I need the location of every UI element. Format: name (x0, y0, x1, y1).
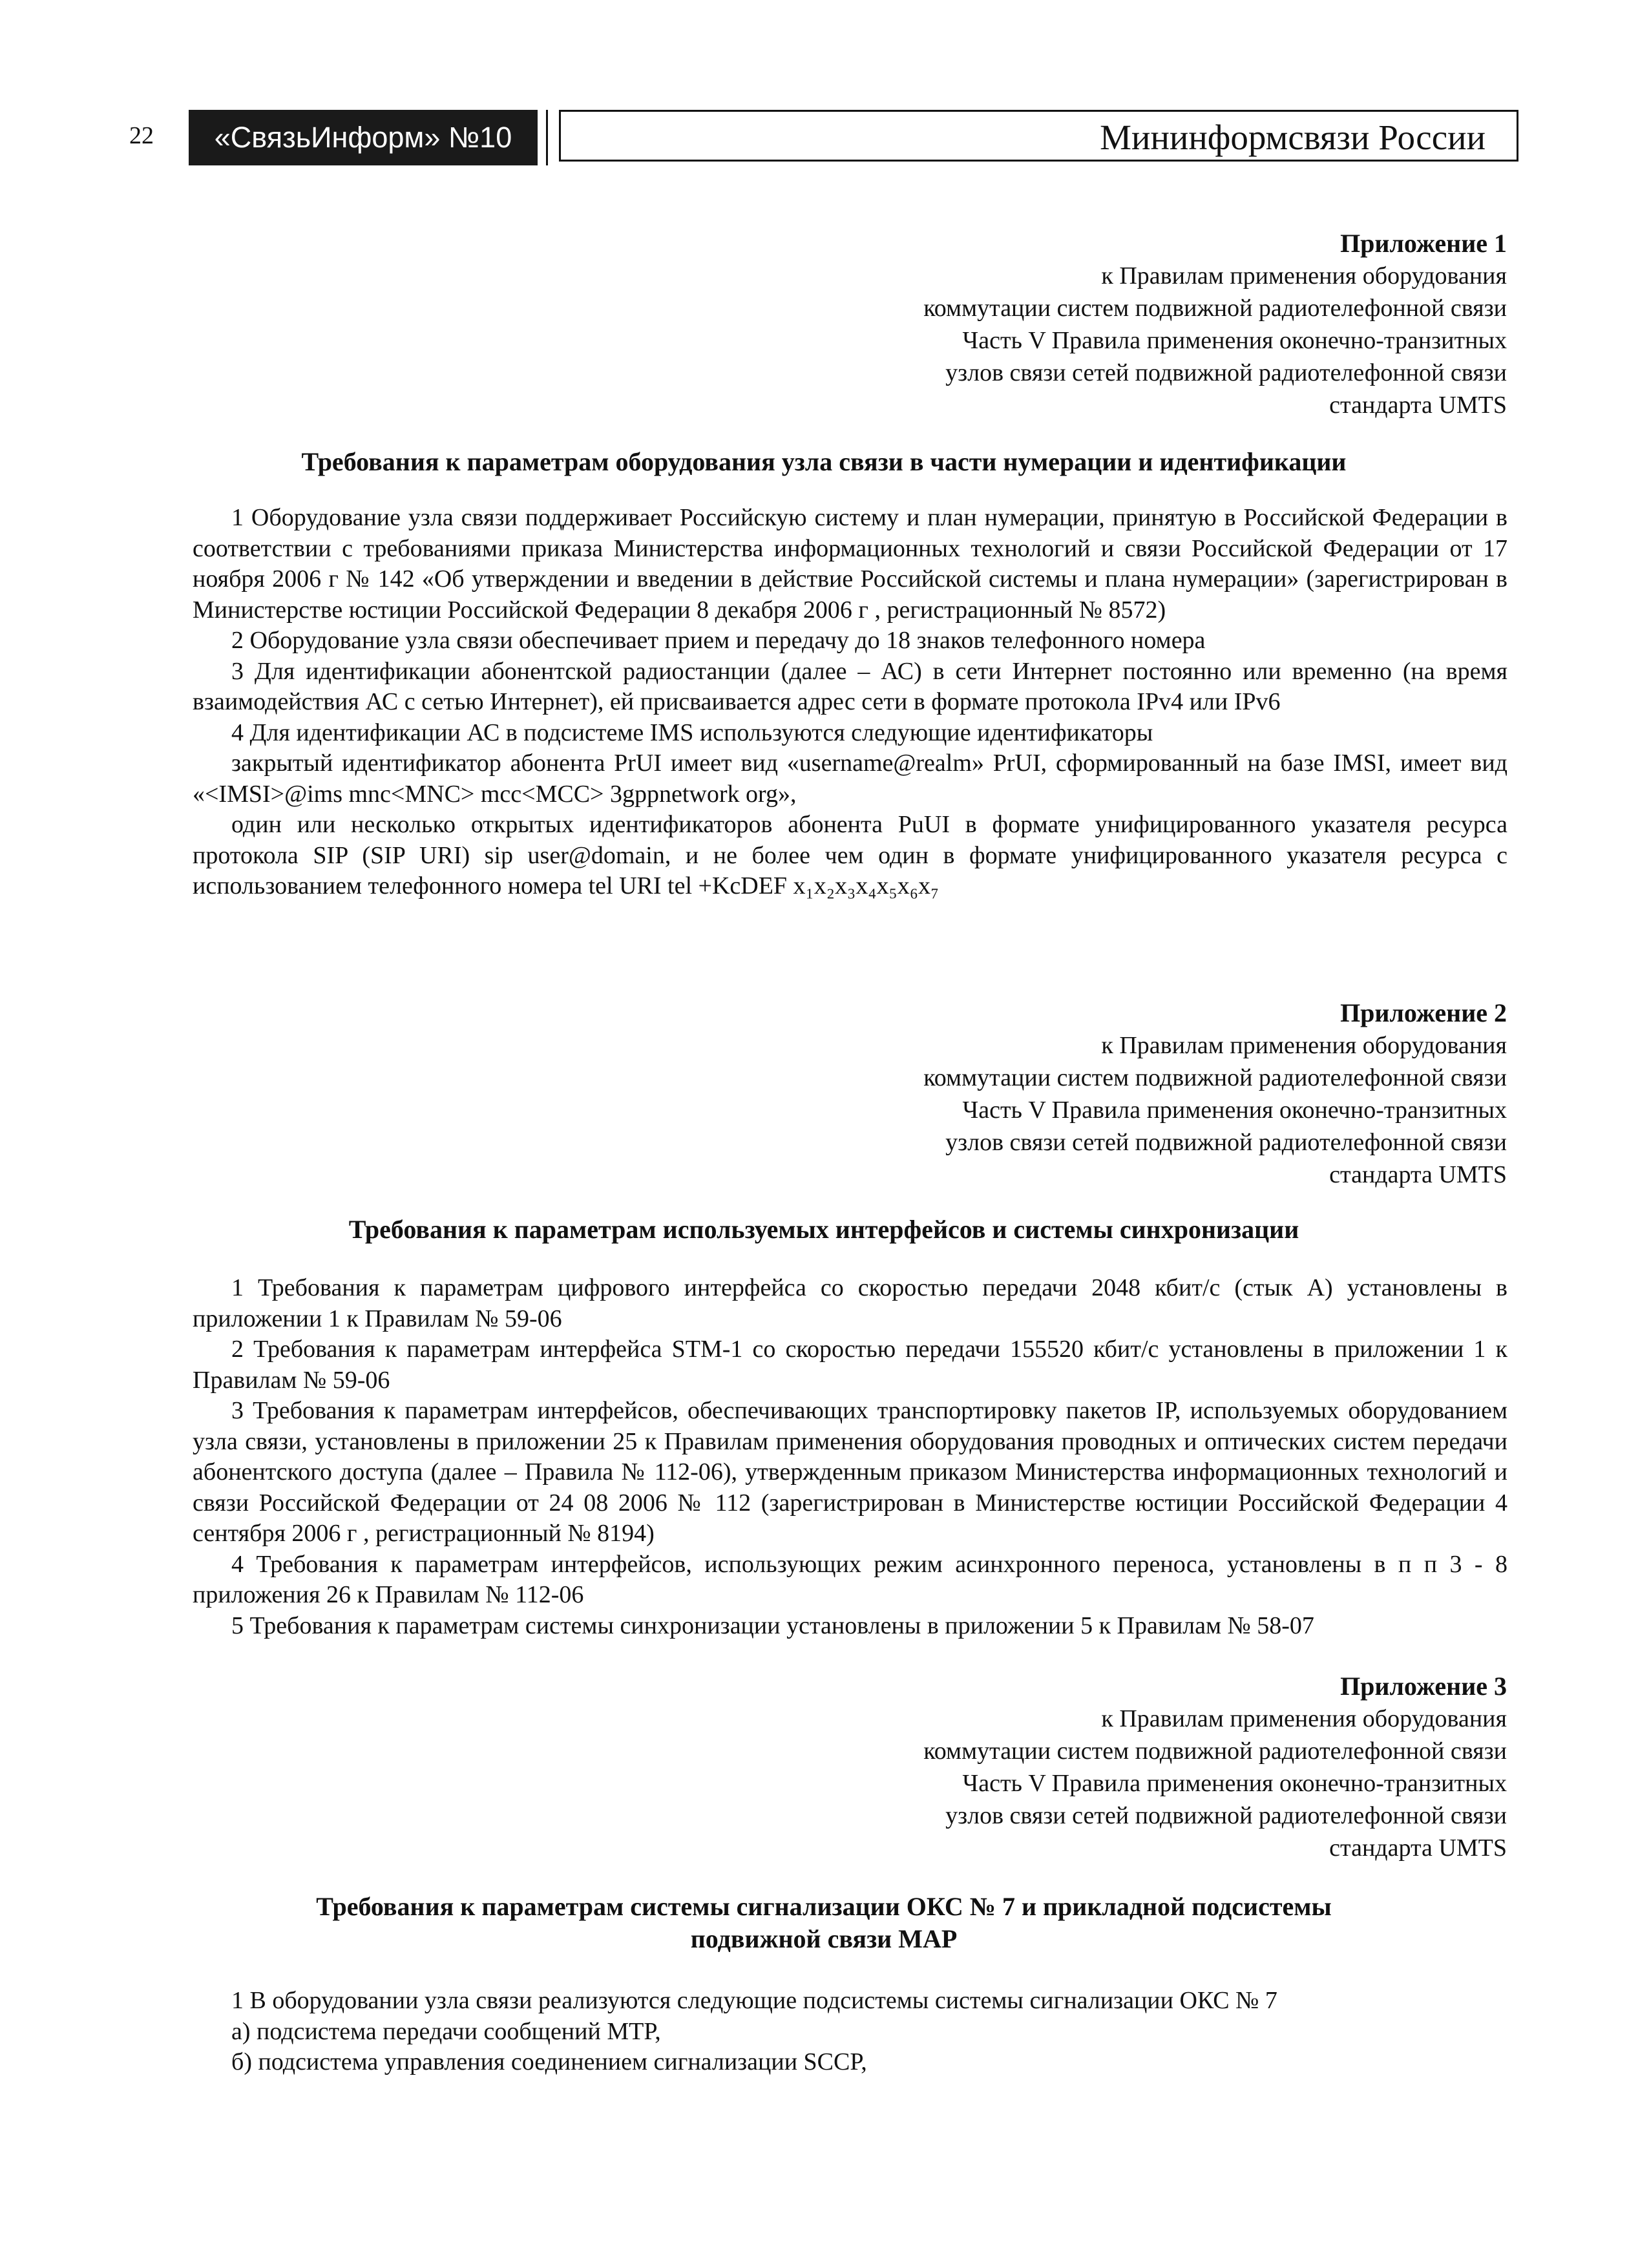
appendix-line: коммутации систем подвижной радиотелефонной связи (923, 1738, 1507, 1765)
ministry-title: Мининформсвязи России (559, 110, 1518, 162)
appendix-line: стандарта UMTS (1329, 1834, 1507, 1862)
appendix-line: узлов связи сетей подвижной радиотелефонной связи (945, 359, 1507, 386)
appendix-line: стандарта UMTS (1329, 392, 1507, 419)
paragraph: 2 Требования к параметрам интерфейса STM-1 со скоростью передачи 155520 кбит/с установлены в приложении 1 к Правилам № 59-06 (193, 1336, 1507, 1394)
paragraph: 1 В оборудовании узла связи реализуются следующие подсистемы системы сигнализации ОКС № 7 (231, 1987, 1277, 2014)
section-heading-2: Требования к параметрам используемых интерфейсов и системы синхронизации (348, 1215, 1299, 1244)
paragraph: 1 Требования к параметрам цифрового интерфейса со скоростью передачи 2048 кбит/с (стык А) установлены в приложении 1 к Правилам № 59-06 (193, 1274, 1507, 1332)
appendix-1-caption (923, 227, 1507, 421)
paragraph: 4 Требования к параметрам интерфейсов, использующих режим асинхронного переноса, установлены в п п 3 - 8 приложения 26 к Правилам № 112-06 (193, 1550, 1507, 1608)
appendix-title: Приложение 1 (1340, 229, 1507, 258)
section-heading-1: Требования к параметрам оборудования узла связи в части нумерации и идентификации (301, 447, 1347, 476)
appendix-line: стандарта UMTS (1329, 1161, 1507, 1188)
appendix-line: коммутации систем подвижной радиотелефонной связи (923, 1064, 1507, 1091)
appendix-title: Приложение 3 (1340, 1672, 1507, 1701)
section-heading-3 (191, 1891, 1457, 1955)
journal-brand: «СвязьИнформ» №10 (189, 110, 538, 165)
appendix-line: к Правилам применения оборудования (1101, 1705, 1507, 1732)
appendix-title: Приложение 2 (1340, 998, 1507, 1027)
section-body-3 (193, 1986, 1507, 2078)
paragraph: 2 Оборудование узла связи обеспечивает прием и передачу до 18 знаков телефонного номера (231, 627, 1206, 654)
header-divider (546, 110, 548, 165)
paragraph: 5 Требования к параметрам системы синхронизации установлены в приложении 5 к Правилам № 58-07 (231, 1612, 1314, 1639)
appendix-line: к Правилам применения оборудования (1101, 262, 1507, 289)
section-body-1 (193, 503, 1507, 902)
paragraph: а) подсистема передачи сообщений MTP, (231, 2017, 661, 2045)
paragraph: б) подсистема управления соединением сигнализации SCCP, (231, 2048, 867, 2075)
paragraph: 4 Для идентификации АС в подсистеме IMS используются следующие идентификаторы (231, 719, 1153, 746)
paragraph: 3 Требования к параметрам интерфейсов, обеспечивающих транспортировку пакетов IP, используемых оборудованием узла связи, установлены в приложении 25 к Правилам применения оборудования проводных и оптических систем передачи абонентского доступа (далее – Правила № 112-06), утвержденным приказом Министерства информационных технологий и связи Российской Федерации от 24 08 2006 № 112 (зарегистрирован в Министерстве юстиции Российской Федерации 4 сентября 2006 г , регистрационный № 8194) (193, 1397, 1507, 1547)
appendix-line: Часть V Правила применения оконечно-транзитных (962, 1097, 1507, 1124)
appendix-line: узлов связи сетей подвижной радиотелефонной связи (945, 1129, 1507, 1156)
heading-line: подвижной связи MAP (690, 1924, 958, 1953)
section-body-2 (193, 1273, 1507, 1641)
page-header (129, 110, 1518, 165)
appendix-line: к Правилам применения оборудования (1101, 1032, 1507, 1059)
appendix-2-caption (923, 997, 1507, 1191)
appendix-line: узлов связи сетей подвижной радиотелефонной связи (945, 1802, 1507, 1829)
appendix-line: коммутации систем подвижной радиотелефонной связи (923, 295, 1507, 322)
page-number: 22 (129, 122, 154, 149)
paragraph: закрытый идентификатор абонента PrUI имеет вид «username@realm» PrUI, сформированный на базе IMSI, имеет вид «<IMSI>@ims mnc<MNC> mcc<MCC> 3gppnetwork org», (193, 750, 1507, 808)
heading-line: Требования к параметрам системы сигнализации ОКС № 7 и прикладной подсистемы (316, 1892, 1332, 1921)
appendix-line: Часть V Правила применения оконечно-транзитных (962, 1770, 1507, 1797)
paragraph: один или несколько открытых идентификаторов абонента PuUI в формате унифицированного указателя ресурса протокола SIP (SIP URI) sip user@domain, и не более чем один в формате унифицированного указателя ресурса с использованием телефонного номера tel URI tel +KcDEF x₁x₂x₃x₄x₅x₆x₇ (193, 811, 1507, 899)
paragraph: 3 Для идентификации абонентской радиостанции (далее – АС) в сети Интернет постоянно или временно (на время взаимодействия АС с сетью Интернет), ей присваивается адрес сети в формате протокола IPv4 или IPv6 (193, 657, 1507, 715)
appendix-line: Часть V Правила применения оконечно-транзитных (962, 327, 1507, 354)
paragraph: 1 Оборудование узла связи поддерживает Российскую систему и план нумерации, принятую в Российской Федерации в соответствии с требованиями приказа Министерства информационных технологий и связи Российской Федерации от 17 ноября 2006 г № 142 «Об утверждении и введении в действие Российской системы и плана нумерации» (зарегистрирован в Министерстве юстиции Российской Федерации 8 декабря 2006 г , регистрационный № 8572) (193, 504, 1507, 624)
appendix-3-caption (923, 1670, 1507, 1864)
